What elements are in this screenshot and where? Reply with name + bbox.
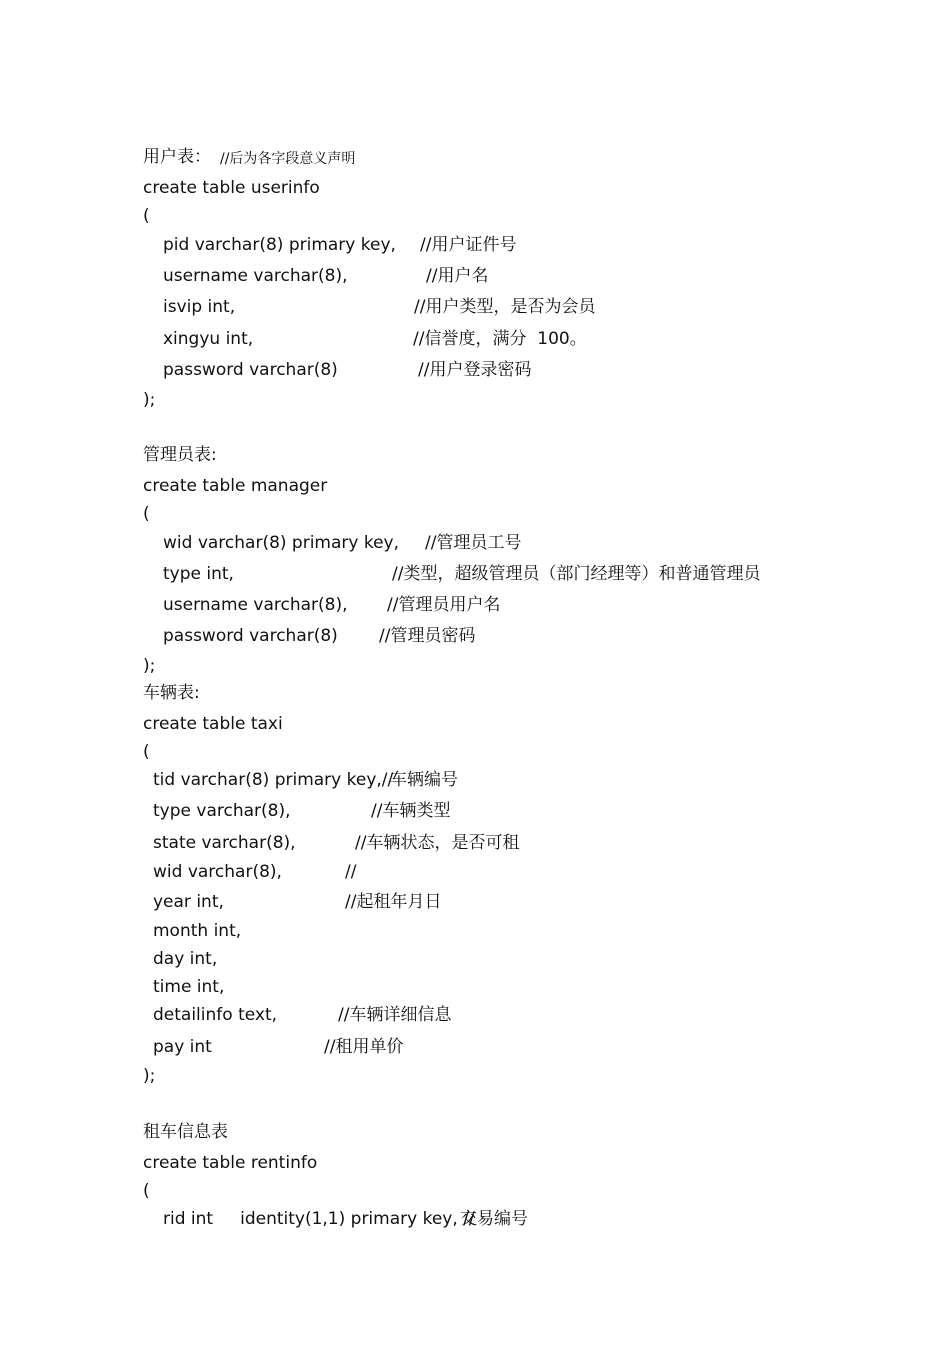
create-statement: create table manager bbox=[143, 476, 328, 496]
create-statement: create table taxi bbox=[143, 714, 283, 734]
field-definition: tid varchar(8) primary key,// bbox=[153, 770, 394, 790]
field-comment: //管理员用户名 bbox=[387, 595, 501, 615]
field-comment: 车辆编号 bbox=[390, 770, 458, 790]
field-comment: //用户登录密码 bbox=[418, 360, 532, 380]
create-statement: create table rentinfo bbox=[143, 1153, 318, 1173]
field-definition: detailinfo text, bbox=[153, 1005, 278, 1025]
field-definition: day int, bbox=[153, 949, 218, 969]
create-statement: create table userinfo bbox=[143, 178, 320, 198]
field-comment: //信誉度，满分 100。 bbox=[413, 329, 587, 349]
field-definition: password varchar(8) bbox=[163, 360, 338, 380]
field-definition: username varchar(8), bbox=[163, 595, 348, 615]
field-comment: //租用单价 bbox=[324, 1037, 404, 1057]
field-definition: wid varchar(8), bbox=[153, 862, 282, 882]
section-title-rentinfo: 租车信息表 bbox=[143, 1122, 228, 1142]
close-paren: ); bbox=[143, 1066, 156, 1086]
field-definition: password varchar(8) bbox=[163, 626, 338, 646]
field-comment: //用户证件号 bbox=[420, 235, 517, 255]
field-comment: //类型，超级管理员（部门经理等）和普通管理员 bbox=[392, 564, 761, 584]
section-title-manager: 管理员表: bbox=[143, 445, 217, 465]
field-definition: rid int identity(1,1) primary key, // bbox=[163, 1209, 475, 1229]
field-definition: time int, bbox=[153, 977, 225, 997]
field-comment: //车辆状态，是否可租 bbox=[355, 833, 520, 853]
field-definition: username varchar(8), bbox=[163, 266, 348, 286]
field-definition: wid varchar(8) primary key, bbox=[163, 533, 400, 553]
close-paren: ); bbox=[143, 656, 156, 676]
field-definition: isvip int, bbox=[163, 297, 236, 317]
field-comment: //用户名 bbox=[426, 266, 489, 286]
section-title-taxi: 车辆表: bbox=[143, 683, 200, 703]
field-definition: pid varchar(8) primary key, bbox=[163, 235, 396, 255]
section-title-note: //后为各字段意义声明 bbox=[220, 151, 356, 167]
section-title-userinfo: 用户表： bbox=[143, 147, 211, 167]
open-paren: ( bbox=[143, 1181, 150, 1201]
field-definition: month int, bbox=[153, 921, 242, 941]
field-comment: 交易编号 bbox=[460, 1209, 528, 1229]
open-paren: ( bbox=[143, 504, 150, 524]
field-comment: //车辆类型 bbox=[371, 801, 451, 821]
field-comment: //管理员工号 bbox=[425, 533, 522, 553]
field-comment: // bbox=[345, 862, 357, 882]
field-definition: xingyu int, bbox=[163, 329, 254, 349]
open-paren: ( bbox=[143, 206, 150, 226]
field-definition: type varchar(8), bbox=[153, 801, 291, 821]
field-definition: type int, bbox=[163, 564, 234, 584]
field-definition: state varchar(8), bbox=[153, 833, 296, 853]
field-comment: //用户类型，是否为会员 bbox=[414, 297, 596, 317]
field-comment: //管理员密码 bbox=[379, 626, 476, 646]
field-comment: //起租年月日 bbox=[345, 892, 442, 912]
close-paren: ); bbox=[143, 390, 156, 410]
field-definition: year int, bbox=[153, 892, 224, 912]
field-comment: //车辆详细信息 bbox=[338, 1005, 452, 1025]
field-definition: pay int bbox=[153, 1037, 212, 1057]
open-paren: ( bbox=[143, 742, 150, 762]
